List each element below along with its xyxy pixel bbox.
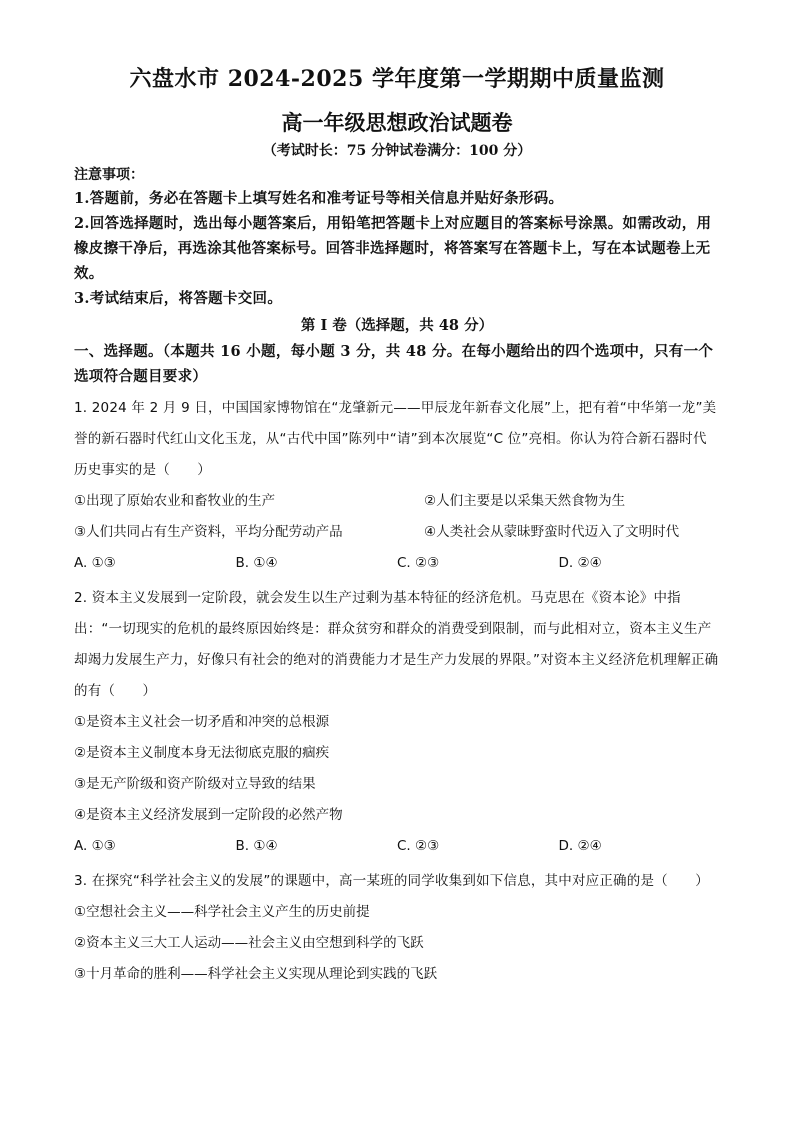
note-item: 2.回答选择题时，选出每小题答案后，用铅笔把答题卡上对应题目的答案标号涂黑。如需改动，用橡皮擦干净后，再选涂其他答案标号。回答非选择题时，将答案写在答题卡上，写在本试题卷上无效。 [74,215,712,282]
choice-c: C. ②③ [397,555,440,571]
exam-info: （考试时长：75 分钟试卷满分：100 分） [262,143,532,159]
exam-title: 六盘水市 2024-2025 学年度第一学期期中质量监测 [129,66,665,92]
question-1-choices [74,548,720,579]
statement: ④人类社会从蒙昧野蛮时代迈入了文明时代 [424,524,680,540]
choice-a: A. ①③ [74,555,116,571]
statement: ①出现了原始农业和畜牧业的生产 [74,493,276,509]
statement: ②是资本主义制度本身无法彻底克服的痼疾 [74,745,330,761]
question-1-statements-row [74,486,720,517]
statement: ①空想社会主义——科学社会主义产生的历史前提 [74,904,370,920]
question-1-statements-row [74,517,720,548]
statement: ①是资本主义社会一切矛盾和冲突的总根源 [74,714,330,730]
note-item: 3.考试结束后，将答题卡交回。 [74,290,283,307]
question-3-stem: 3. 在探究“科学社会主义的发展”的课题中，高一某班的同学收集到如下信息，其中对应正确的是（ ） [74,873,709,889]
choice-d: D. ②④ [558,838,602,854]
statement: ②人们主要是以采集天然食物为生 [424,493,626,509]
notes-heading: 注意事项： [74,167,144,183]
statement: ③是无产阶级和资产阶级对立导致的结果 [74,776,316,792]
statement: ②资本主义三大工人运动——社会主义由空想到科学的飞跃 [74,935,424,951]
statement: ③人们共同占有生产资料，平均分配劳动产品 [74,524,343,540]
statement: ④是资本主义经济发展到一定阶段的必然产物 [74,807,343,823]
choice-b: B. ①④ [235,838,278,854]
exam-page [74,62,720,990]
choice-d: D. ②④ [558,555,602,571]
question-2-stem: 2. 资本主义发展到一定阶段，就会发生以生产过剩为基本特征的经济危机。马克思在《资本论》中指出：“一切现实的危机的最终原因始终是：群众贫穷和群众的消费受到限制，而与此相对立，资本主义生产却竭力发展生产力，好像只有社会的绝对的消费能力才是生产力发展的界限。”对资本主义经济危机理解正确的有（ ） [74,590,719,699]
statement: ③十月革命的胜利——科学社会主义实现从理论到实践的飞跃 [74,966,438,982]
question-1-stem: 1. 2024 年 2 月 9 日，中国国家博物馆在“龙肇新元——甲辰龙年新春文化展”上，把有着“中华第一龙”美誉的新石器时代红山文化玉龙，从“古代中国”陈列中“请”到本次展览“C 位”亮相。你认为符合新石器时代历史事实的是（ ） [74,400,717,478]
note-item: 1.答题前，务必在答题卡上填写姓名和准考证号等相关信息并贴好条形码。 [74,190,564,207]
choice-c: C. ②③ [397,838,440,854]
exam-subject-title: 高一年级思想政治试题卷 [281,110,513,135]
choice-b: B. ①④ [235,555,278,571]
choice-a: A. ①③ [74,838,116,854]
section-instructions: 一、选择题。（本题共 16 小题，每小题 3 分，共 48 分。在每小题给出的四个选项中，只有一个选项符合题目要求） [74,343,714,385]
section-title: 第 I 卷（选择题，共 48 分） [300,317,494,334]
question-2-choices [74,831,720,862]
